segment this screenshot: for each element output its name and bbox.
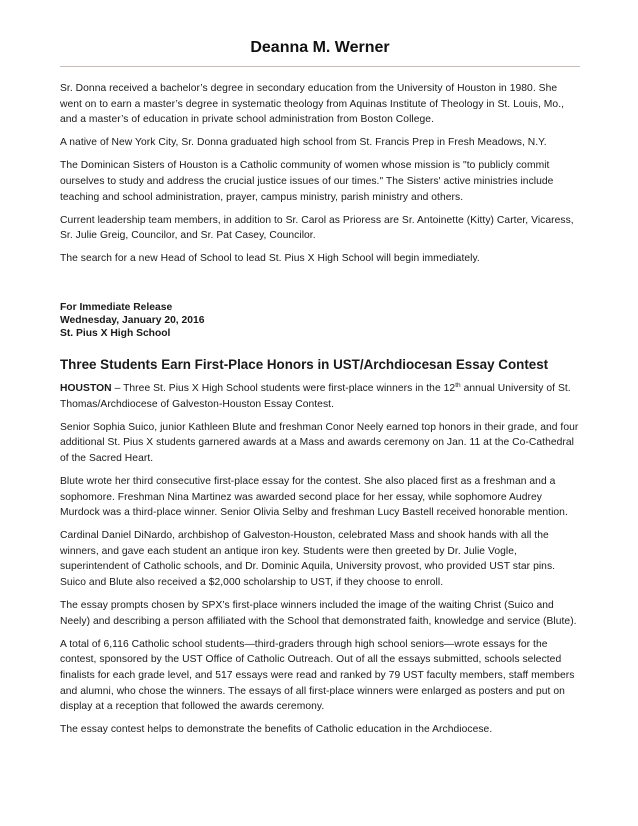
article-paragraph-prompts: The essay prompts chosen by SPX’s first-place winners included the image of the waiting Christ (Suico and Neely) and describing a person affiliated with the School that demonstrated faith, knowledge and service (Blute). bbox=[60, 600, 577, 627]
lead-text-part-b: annual University of St. Thomas/Archdiocese of Galveston-Houston Essay Contest. bbox=[60, 382, 571, 410]
article-paragraph-blute: Blute wrote her third consecutive first-place essay for the contest. She also placed first as a freshman and a sophomore. Freshman Nina Martinez was awarded second place for her essay, while sophomore Audrey Murdock was a third-place winner. Senior Olivia Selby and freshman Lucy Bastell received honorable mention. bbox=[60, 475, 568, 519]
document-page bbox=[60, 0, 580, 738]
article-lead-paragraph bbox=[60, 381, 580, 412]
article-dateline: HOUSTON bbox=[60, 382, 112, 394]
release-date: Wednesday, January 20, 2016 bbox=[60, 314, 205, 326]
article-paragraph-mass: Cardinal Daniel DiNardo, archbishop of Galveston-Houston, celebrated Mass and shook hands with all the winners, and gave each student an antique iron key. Students were then greeted by Dr. Julie Vogle, superintendent of Catholic schools, and Dr. Dominic Aquila, University provost, who provided UST star pins. Suico and Blute also received a $2,000 scholarship to UST, if they choose to enroll. bbox=[60, 530, 556, 588]
paragraph-native: A native of New York City, Sr. Donna graduated high school from St. Francis Prep in Fresh Meadows, N.Y. bbox=[60, 137, 547, 149]
lead-ordinal-suffix: th bbox=[455, 381, 461, 389]
paragraph-search: The search for a new Head of School to lead St. Pius X High School will begin immediately. bbox=[60, 253, 480, 265]
title-divider bbox=[60, 66, 580, 67]
article-paragraph-winners: Senior Sophia Suico, junior Kathleen Blute and freshman Conor Neely earned top honors in their grade, and four additional St. Pius X students garnered awards at a Mass and awards ceremony on Jan. 11 at the Co-Cathedral of the Sacred Heart. bbox=[60, 421, 579, 464]
press-release-block bbox=[60, 301, 580, 340]
paragraph-education: Sr. Donna received a bachelor’s degree in secondary education from the University of Houston in 1980. She went on to earn a master’s degree in systematic theology from Aquinas Institute of Theology in St. Louis, Mo., and a master’s of education in private school administration from Boston College. bbox=[60, 83, 565, 126]
article-headline: Three Students Earn First-Place Honors in UST/Archdiocesan Essay Contest bbox=[60, 356, 549, 372]
paragraph-dominican-sisters: The Dominican Sisters of Houston is a Catholic community of women whose mission is "to publicly commit ourselves to study and address the crucial justice issues of our times." The Sisters' active ministries include teaching and school administration, prayer, campus ministry, parish ministry and others. bbox=[60, 160, 554, 203]
paragraph-leadership-team: Current leadership team members, in addition to Sr. Carol as Prioress are Sr. Antoinette (Kitty) Carter, Vicaress, Sr. Julie Greig, Councilor, and Sr. Pat Casey, Councilor. bbox=[60, 214, 574, 242]
release-label: For Immediate Release bbox=[60, 301, 173, 313]
article-paragraph-closing: The essay contest helps to demonstrate the benefits of Catholic education in the Archdiocese. bbox=[60, 724, 493, 736]
lead-text-part-a: – Three St. Pius X High School students were first-place winners in the 12 bbox=[111, 382, 456, 394]
release-organization: St. Pius X High School bbox=[60, 327, 171, 339]
article-paragraph-totals: A total of 6,116 Catholic school students—third-graders through high school seniors—wrote essays for the contest, sponsored by the UST Office of Catholic Outreach. Out of all the essays submitted, schools selected finalists for each grade level, and 517 essays were read and ranked by 79 UST faculty members, staff members and alumni, who chose the winners. The essays of all first-place winners were enlarged as posters and put on display at a reception that followed the awards ceremony. bbox=[60, 638, 575, 713]
page-title: Deanna M. Werner bbox=[250, 39, 390, 56]
